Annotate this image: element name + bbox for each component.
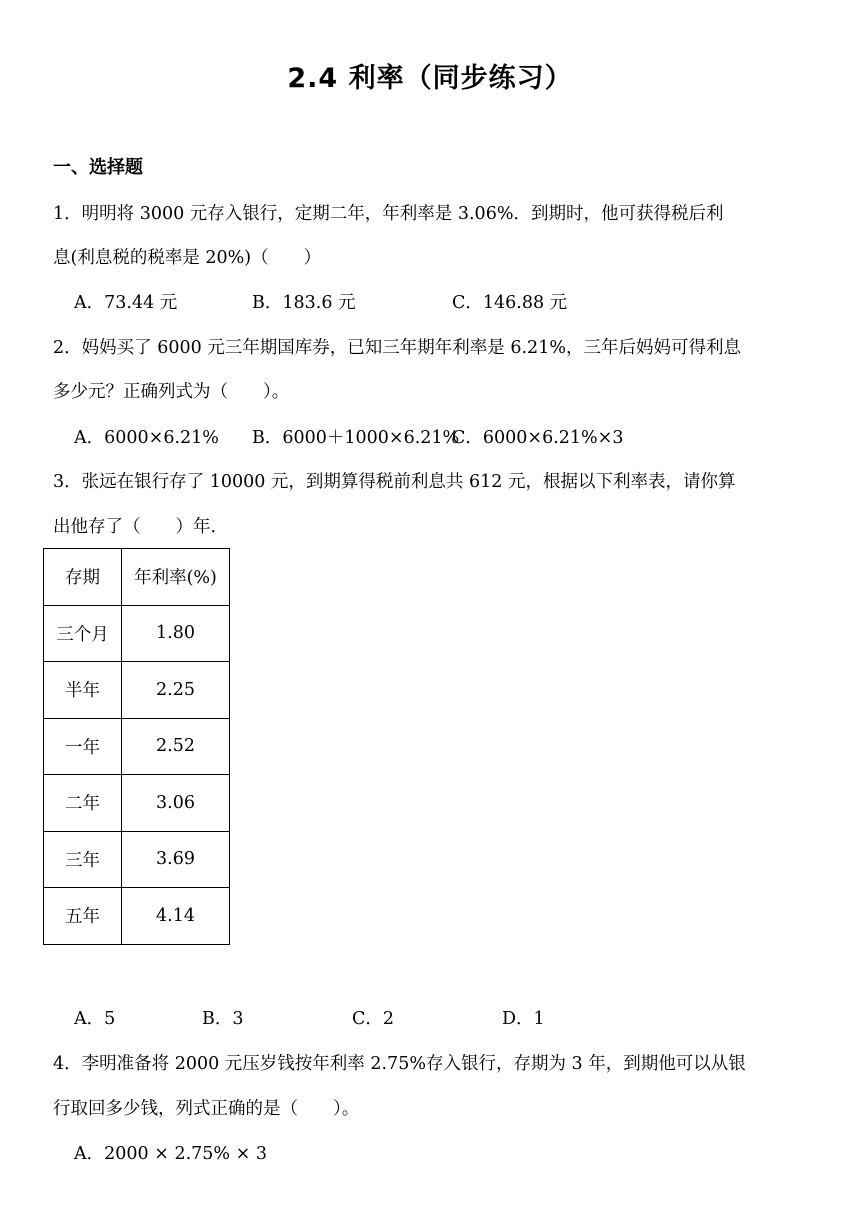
- question-2-option-c: C．6000×6.21%×3: [452, 428, 624, 448]
- question-2-option-a: A．6000×6.21%: [74, 428, 219, 448]
- table-cell-rate: 2.52: [122, 718, 230, 775]
- question-3-option-b: B．3: [202, 1009, 244, 1029]
- page-title: 2.4 利率（同步练习）: [287, 63, 573, 94]
- table-row: [44, 888, 230, 945]
- question-4-line-1: 4．李明准备将 2000 元压岁钱按年利率 2.75%存入银行，存期为 3 年，到期他可以从银: [53, 1054, 746, 1074]
- table-cell-rate: 1.80: [122, 605, 230, 662]
- question-1-line-2: 息(利息税的税率是 20%)（ ）: [53, 248, 322, 268]
- question-4-line-2: 行取回多少钱，列式正确的是（ ）。: [53, 1099, 360, 1119]
- table-cell-rate: 4.14: [122, 888, 230, 945]
- table-row: [44, 831, 230, 888]
- interest-rate-table: [43, 548, 230, 945]
- question-2-option-b: B．6000＋1000×6.21%: [252, 428, 460, 448]
- question-1-option-c: C．146.88 元: [452, 293, 568, 313]
- table-cell-rate: 2.25: [122, 662, 230, 719]
- table-row: [44, 718, 230, 775]
- table-header-cell: 存期: [44, 549, 122, 606]
- table-cell-rate: 3.06: [122, 775, 230, 832]
- question-3-line-2: 出他存了（ ）年．: [53, 517, 228, 537]
- question-3-line-1: 3．张远在银行存了 10000 元，到期算得税前利息共 612 元，根据以下利率表，请你算: [53, 472, 736, 492]
- table-cell-term: 半年: [44, 662, 122, 719]
- table-cell-term: 五年: [44, 888, 122, 945]
- section-heading: 一、选择题: [53, 157, 143, 178]
- table-cell-rate: 3.69: [122, 831, 230, 888]
- table-row: [44, 775, 230, 832]
- question-1-line-1: 1．明明将 3000 元存入银行，定期二年，年利率是 3.06%．到期时，他可获得税后利: [53, 204, 724, 224]
- table-cell-term: 二年: [44, 775, 122, 832]
- table-row: [44, 605, 230, 662]
- table-row: [44, 662, 230, 719]
- table-header-row: [44, 549, 230, 606]
- table-cell-term: 三个月: [44, 605, 122, 662]
- question-2-line-2: 多少元？正确列式为（ ）。: [53, 382, 290, 402]
- table-header-cell: 年利率(%): [122, 549, 230, 606]
- question-3-option-a: A．5: [74, 1009, 116, 1029]
- question-3-option-d: D．1: [502, 1009, 545, 1029]
- question-1-option-a: A．73.44 元: [74, 293, 178, 313]
- question-1-option-b: B．183.6 元: [252, 293, 356, 313]
- table-cell-term: 三年: [44, 831, 122, 888]
- question-3-option-c: C．2: [352, 1009, 395, 1029]
- table-cell-term: 一年: [44, 718, 122, 775]
- question-2-line-1: 2．妈妈买了 6000 元三年期国库券，已知三年期年利率是 6.21%，三年后妈妈可得利息: [53, 338, 741, 358]
- question-4-option-a: A．2000 × 2.75% × 3: [74, 1144, 267, 1164]
